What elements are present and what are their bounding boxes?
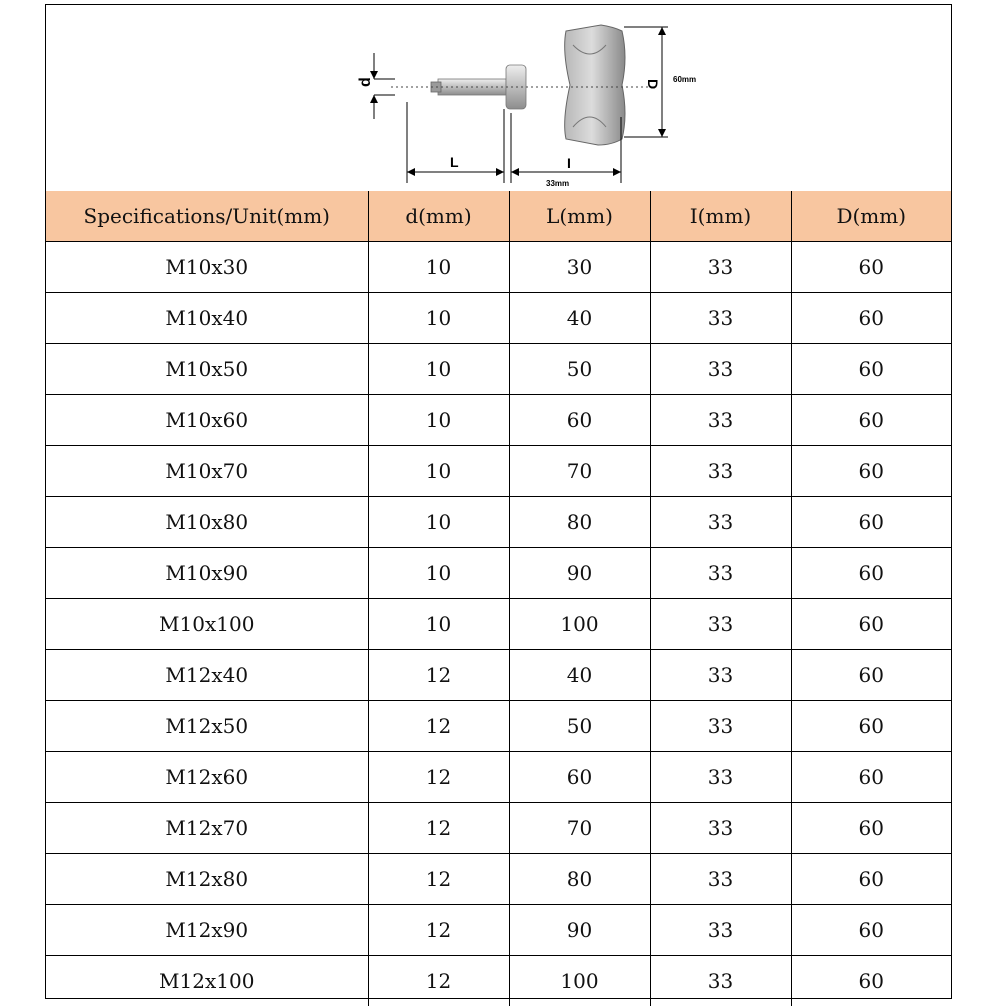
cell-d: 12 [368,956,509,1006]
cell-big-d: 60 [791,293,951,344]
cell-big-d: 60 [791,548,951,599]
cell-d: 10 [368,548,509,599]
cell-big-d: 60 [791,956,951,1006]
cell-big-d: 60 [791,803,951,854]
cell-i: 33 [650,701,791,752]
cell-l: 80 [509,497,650,548]
big-d-arrow-top [658,27,666,35]
d-label: d [357,77,374,87]
cell-l: 50 [509,344,650,395]
cell-big-d: 60 [791,497,951,548]
cell-big-d: 60 [791,242,951,293]
cell-i: 33 [650,395,791,446]
cell-d: 12 [368,701,509,752]
cell-l: 90 [509,905,650,956]
header-i: I(mm) [650,191,791,242]
cell-d: 10 [368,497,509,548]
table-row [46,956,951,1006]
d-arrow-bottom [370,95,378,103]
cell-big-d: 60 [791,344,951,395]
cell-spec: M10x70 [46,446,368,497]
cell-l: 70 [509,803,650,854]
header-l: L(mm) [509,191,650,242]
cell-i: 33 [650,956,791,1006]
header-row [46,191,951,242]
cell-i: 33 [650,242,791,293]
table-row [46,701,951,752]
l-label: L [450,154,459,170]
i-arrow-left [511,168,519,176]
cell-big-d: 60 [791,701,951,752]
cell-spec: M10x90 [46,548,368,599]
cell-i: 33 [650,446,791,497]
cell-spec: M12x90 [46,905,368,956]
cell-spec: M10x50 [46,344,368,395]
cell-d: 12 [368,650,509,701]
table-row [46,650,951,701]
cell-spec: M12x70 [46,803,368,854]
cell-i: 33 [650,599,791,650]
cell-i: 33 [650,752,791,803]
cell-big-d: 60 [791,599,951,650]
cell-spec: M12x100 [46,956,368,1006]
cell-i: 33 [650,497,791,548]
cell-i: 33 [650,854,791,905]
l-arrow-left [407,168,415,176]
i-value-label: 33mm [546,179,569,188]
cell-big-d: 60 [791,905,951,956]
table-row [46,395,951,446]
big-d-label: D [645,79,661,89]
cell-d: 12 [368,905,509,956]
table-row [46,905,951,956]
table-row [46,854,951,905]
cell-l: 90 [509,548,650,599]
table-row [46,548,951,599]
cell-i: 33 [650,803,791,854]
cell-spec: M10x40 [46,293,368,344]
cell-i: 33 [650,344,791,395]
cell-l: 30 [509,242,650,293]
cell-spec: M10x80 [46,497,368,548]
header-d: d(mm) [368,191,509,242]
cell-spec: M10x30 [46,242,368,293]
cell-d: 12 [368,752,509,803]
cell-d: 10 [368,446,509,497]
i-label: I [567,155,571,171]
cell-big-d: 60 [791,650,951,701]
table-row [46,599,951,650]
cell-spec: M12x40 [46,650,368,701]
table-row [46,446,951,497]
cell-l: 40 [509,293,650,344]
dimension-drawing [46,5,951,191]
table-row [46,293,951,344]
spec-sheet [45,4,952,999]
cell-spec: M12x60 [46,752,368,803]
table-row [46,344,951,395]
cell-l: 70 [509,446,650,497]
spec-table [46,191,951,1006]
table-row [46,803,951,854]
cell-l: 60 [509,752,650,803]
cell-i: 33 [650,293,791,344]
l-arrow-right [496,168,504,176]
knob-screw-diagram [46,5,951,192]
big-d-value-label: 60mm [673,75,696,84]
cell-big-d: 60 [791,446,951,497]
cell-l: 60 [509,395,650,446]
cell-i: 33 [650,905,791,956]
cell-d: 12 [368,803,509,854]
big-d-arrow-bottom [658,129,666,137]
cell-d: 10 [368,599,509,650]
table-row [46,242,951,293]
header-spec: Specifications/Unit(mm) [46,191,368,242]
cell-l: 50 [509,701,650,752]
cell-spec: M10x100 [46,599,368,650]
table-row [46,497,951,548]
cell-d: 10 [368,344,509,395]
cell-d: 10 [368,293,509,344]
cell-l: 40 [509,650,650,701]
cell-l: 100 [509,956,650,1006]
cell-spec: M12x50 [46,701,368,752]
table-row [46,752,951,803]
i-arrow-right [613,168,621,176]
cell-l: 80 [509,854,650,905]
knob-head [565,25,625,145]
header-big-d: D(mm) [791,191,951,242]
cell-big-d: 60 [791,752,951,803]
cell-big-d: 60 [791,854,951,905]
cell-d: 12 [368,854,509,905]
cell-spec: M12x80 [46,854,368,905]
cell-big-d: 60 [791,395,951,446]
cell-d: 10 [368,395,509,446]
cell-i: 33 [650,650,791,701]
cell-d: 10 [368,242,509,293]
cell-spec: M10x60 [46,395,368,446]
cell-i: 33 [650,548,791,599]
cell-l: 100 [509,599,650,650]
